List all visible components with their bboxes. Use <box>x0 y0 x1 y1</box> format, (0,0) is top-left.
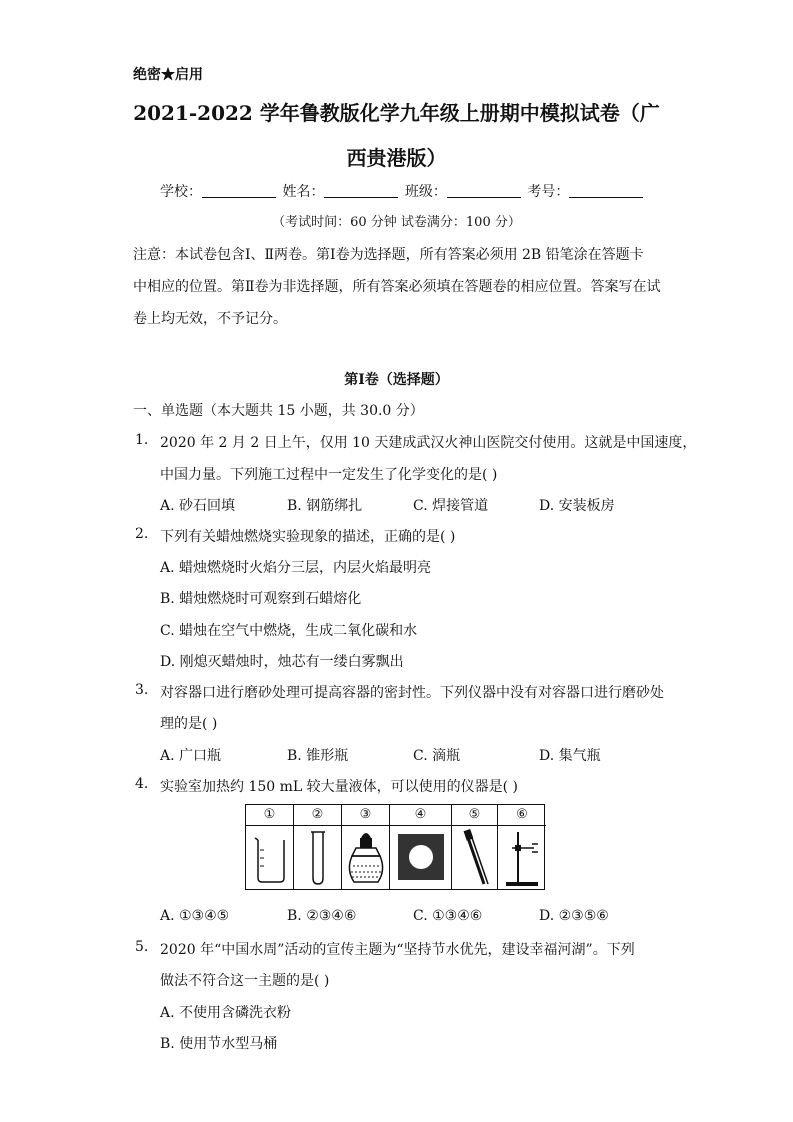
notice-line3: 卷上均无效，不予记分。 <box>133 311 287 327</box>
question-number: 1. <box>135 432 149 448</box>
class-blank[interactable] <box>447 183 521 198</box>
apparatus-label: ② <box>294 805 341 826</box>
section-title: 第Ⅰ卷（选择题） <box>344 372 449 388</box>
question-text: 2020 年“中国水周”活动的宣传主题为“坚持节水优先，建设幸福河湖”。下列 <box>160 942 635 958</box>
option-b[interactable]: B. 使用节水型马桶 <box>160 1036 278 1052</box>
question-text: 中国力量。下列施工过程中一定发生了化学变化的是( ) <box>160 467 498 483</box>
part-heading: 一、单选题（本大题共 15 小题，共 30.0 分） <box>133 403 424 419</box>
option-d[interactable]: D. 刚熄灭蜡烛时，烛芯有一缕白雾飘出 <box>160 654 404 670</box>
school-blank[interactable] <box>202 183 276 198</box>
apparatus-cell <box>390 805 452 889</box>
question-text: 对容器口进行磨砂处理可提高容器的密封性。下列仪器中没有对容器口进行磨砂处 <box>160 685 664 701</box>
option-d[interactable]: D. ②③⑤⑥ <box>539 908 609 924</box>
secret-label: 绝密★启用 <box>133 67 203 83</box>
apparatus-label: ④ <box>390 805 451 826</box>
question-number: 4. <box>135 776 149 792</box>
apparatus-cell <box>452 805 498 889</box>
option-b[interactable]: B. 锥形瓶 <box>287 748 349 764</box>
option-a[interactable]: A. 广口瓶 <box>160 748 222 764</box>
exam-time: （考试时间：60 分钟 试卷满分：100 分） <box>272 215 521 230</box>
name-label: 姓名： <box>282 184 325 200</box>
test-tube-icon <box>294 826 341 890</box>
notice-line1: 注意：本试卷包含Ⅰ、Ⅱ两卷。第Ⅰ卷为选择题，所有答案必须用 2B 铅笔涂在答题卡 <box>133 247 644 263</box>
question-text: 做法不符合这一主题的是( ) <box>160 973 330 989</box>
question-number: 5. <box>135 939 149 955</box>
number-blank[interactable] <box>569 183 643 198</box>
option-c[interactable]: C. 滴瓶 <box>413 748 461 764</box>
question-text: 理的是( ) <box>160 716 218 732</box>
notice-line2: 中相应的位置。第Ⅱ卷为非选择题，所有答案必须填在答题卷的相应位置。答案写在试 <box>133 279 661 295</box>
apparatus-label: ⑤ <box>452 805 497 826</box>
apparatus-cell <box>294 805 342 889</box>
option-a[interactable]: A. 不使用含磷洗衣粉 <box>160 1005 292 1021</box>
question-text: 实验室加热约 150 mL 较大量液体，可以使用的仪器是( ) <box>160 779 519 795</box>
apparatus-table <box>245 804 545 890</box>
question-text: 下列有关蜡烛燃烧实验现象的描述，正确的是( ) <box>160 529 456 545</box>
page-title-line2: 西贵港版） <box>346 146 447 170</box>
question-number: 2. <box>135 526 149 542</box>
option-a[interactable]: A. ①③④⑤ <box>160 908 230 924</box>
question-number: 3. <box>135 682 149 698</box>
apparatus-label: ⑥ <box>498 805 546 826</box>
class-label: 班级： <box>404 184 447 200</box>
alcohol-lamp-icon <box>342 826 389 890</box>
iron-stand-icon <box>498 826 546 890</box>
student-info-row <box>160 181 645 201</box>
number-label: 考号： <box>527 184 570 200</box>
apparatus-label: ③ <box>342 805 389 826</box>
apparatus-cell <box>246 805 294 889</box>
asbestos-gauze-icon <box>390 826 451 890</box>
option-c[interactable]: C. 蜡烛在空气中燃烧，生成二氧化碳和水 <box>160 623 418 639</box>
school-label: 学校： <box>160 184 202 200</box>
test-tube-holder-icon <box>452 826 497 890</box>
option-b[interactable]: B. 钢筋绑扎 <box>287 498 363 514</box>
option-c[interactable]: C. ①③④⑥ <box>413 908 483 924</box>
question-text: 2020 年 2 月 2 日上午，仅用 10 天建成武汉火神山医院交付使用。这就是中国速度， <box>160 435 697 451</box>
page-title-line1: 2021-2022 学年鲁教版化学九年级上册期中模拟试卷（广 <box>133 101 660 125</box>
option-b[interactable]: B. ②③④⑥ <box>287 908 357 924</box>
beaker-icon <box>246 826 293 890</box>
option-a[interactable]: A. 砂石回填 <box>160 498 236 514</box>
option-c[interactable]: C. 焊接管道 <box>413 498 489 514</box>
apparatus-label: ① <box>246 805 293 826</box>
name-blank[interactable] <box>324 183 398 198</box>
apparatus-cell <box>342 805 390 889</box>
option-d[interactable]: D. 集气瓶 <box>539 748 601 764</box>
option-b[interactable]: B. 蜡烛燃烧时可观察到石蜡熔化 <box>160 591 362 607</box>
option-d[interactable]: D. 安装板房 <box>539 498 615 514</box>
apparatus-cell <box>498 805 546 889</box>
option-a[interactable]: A. 蜡烛燃烧时火焰分三层，内层火焰最明亮 <box>160 560 432 576</box>
